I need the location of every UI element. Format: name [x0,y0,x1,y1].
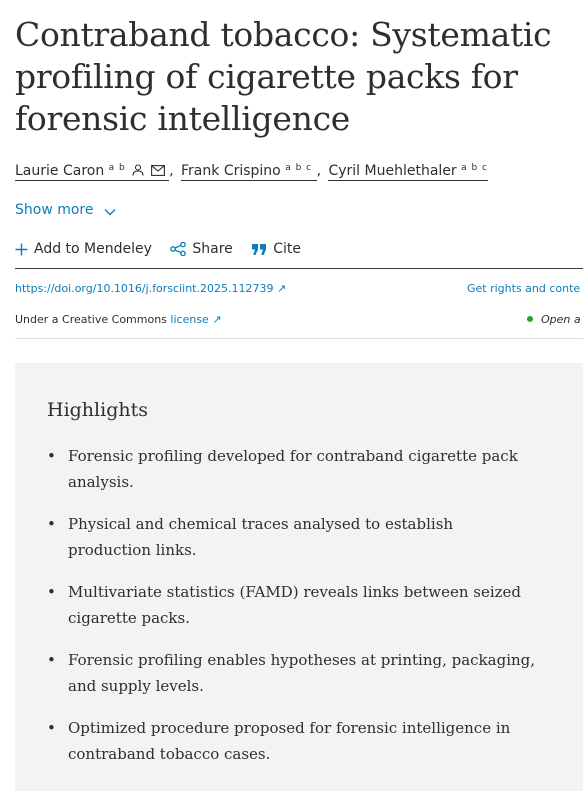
highlight-item [47,647,537,699]
cite-label: Cite [273,241,302,257]
show-more-label: Show more [15,202,94,218]
author-name: Cyril Muehlethaler [328,163,457,179]
rights-link[interactable]: Get rights and conte [467,282,581,295]
license-link[interactable]: license ↗ [170,313,222,326]
bullet-icon: • [47,719,56,737]
envelope-icon[interactable] [151,162,165,182]
highlight-item [47,715,537,767]
cite-button[interactable] [251,239,301,259]
highlight-text: Forensic profiling developed for contraband cigarette pack analysis. [68,447,518,491]
header-divider [15,268,583,269]
share-button[interactable] [170,239,232,259]
share-label: Share [192,241,233,257]
author-affiliations: a b c [461,163,489,173]
highlight-item [47,511,537,563]
author-name: Laurie Caron [15,163,105,179]
open-access-dot-icon [527,316,533,322]
license-line [15,312,222,328]
quote-icon [251,243,267,256]
highlight-text: Optimized procedure proposed for forensic intelligence in contraband tobacco cases. [68,719,511,763]
share-icon [170,242,186,256]
highlight-item [47,579,537,631]
plus-icon [15,243,28,256]
highlight-text: Forensic profiling enables hypotheses at printing, packaging, and supply levels. [68,651,536,695]
author-affiliations: a b c [285,163,313,173]
bullet-icon: • [47,583,56,601]
person-icon [132,162,144,182]
doi-link[interactable]: https://doi.org/10.1016/j.forsciint.2025.112739 ↗ [15,282,287,295]
show-more-button[interactable] [15,200,116,220]
mendeley-label: Add to Mendeley [34,241,152,257]
highlight-text: Multivariate statistics (FAMD) reveals links between seized cigarette packs. [68,583,522,627]
author-affiliations: a b [108,163,126,173]
highlight-text: Physical and chemical traces analysed to establish production links. [68,515,454,559]
highlight-item [47,443,537,495]
article-actions [15,239,315,259]
author-separator: , [316,163,322,179]
chevron-down-icon [104,208,116,216]
highlights-heading: Highlights [47,399,148,421]
author-link-laurie-caron[interactable] [15,163,169,181]
metadata-divider [15,338,583,339]
bullet-icon: • [47,447,56,465]
open-access-label: Open a [541,313,581,326]
author-separator: , [169,163,174,179]
author-name: Frank Crispino [181,163,281,179]
open-access-badge [527,312,581,328]
author-link-frank-crispino[interactable] [181,163,317,181]
bullet-icon: • [47,651,56,669]
author-link-cyril-muehlethaler[interactable] [328,163,488,181]
highlights-list [47,443,537,783]
highlights-panel [15,363,583,791]
article-title: Contraband tobacco: Systematic profiling of cigarette packs for forensic intelligence [15,15,552,138]
add-to-mendeley-button[interactable] [15,239,152,259]
bullet-icon: • [47,515,56,533]
license-prefix: Under a Creative Commons [15,313,167,326]
author-list [15,158,488,182]
